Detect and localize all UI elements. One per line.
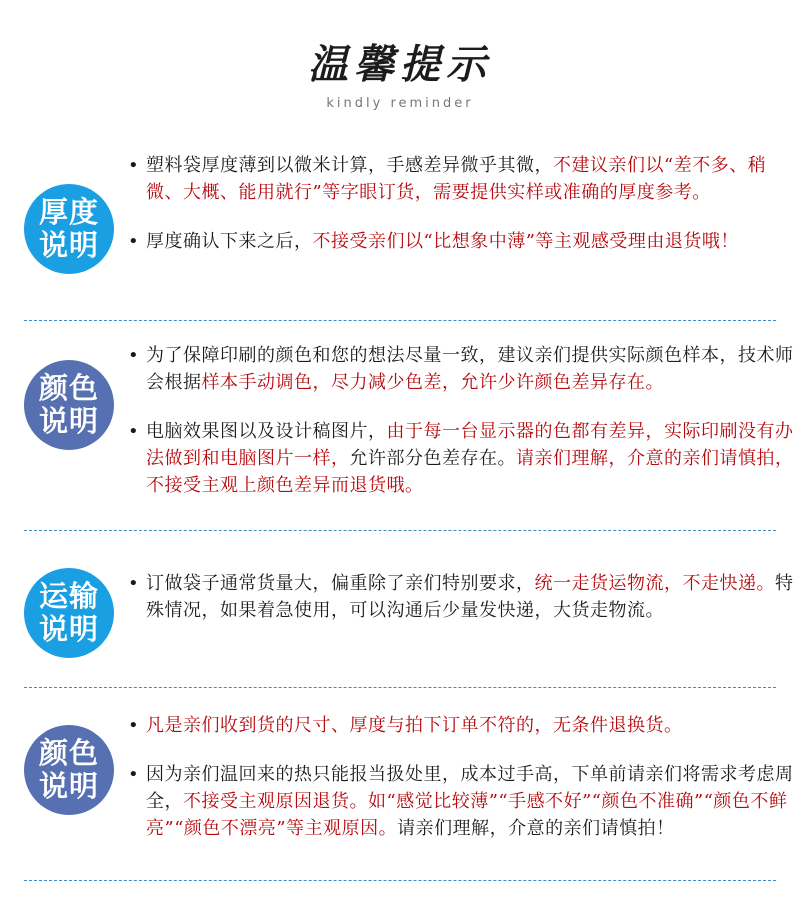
text-run-highlight: 凡是亲们收到货的尺寸、厚度与拍下订单不符的，无条件退换货。 — [146, 715, 683, 736]
text-run-highlight: 不接受主观上颜色差异而退货哦。 — [146, 475, 424, 496]
item-list — [126, 570, 796, 646]
badge-line-2: 说明 — [38, 769, 99, 803]
badge-shipping — [24, 568, 114, 658]
item-list — [126, 712, 796, 864]
badge-line-2: 说明 — [38, 404, 99, 438]
badge-line-2: 说明 — [38, 612, 99, 646]
text-run: 塑料袋厚度薄到以微米计算，手感差异微乎其微， — [146, 155, 553, 176]
list-item — [126, 228, 796, 255]
item-list — [126, 342, 796, 521]
text-run: 为了保障印刷的颜色和您的想法尽量一致，建议亲们提供实际颜色样本，技术师会根据 — [146, 345, 794, 393]
page-subtitle: kindly reminder — [326, 96, 474, 111]
text-run-highlight: 不接受亲们以“比想象中薄”等主观感受理由退货哦！ — [312, 231, 739, 252]
badge-line-1: 厚度 — [38, 195, 99, 229]
list-item — [126, 418, 796, 499]
text-run: 厚度确认下来之后， — [146, 231, 313, 252]
divider — [24, 880, 776, 881]
list-item — [126, 761, 796, 842]
list-item — [126, 712, 796, 739]
badge-returns — [24, 725, 114, 815]
text-run: 请亲们理解，介意的亲们请慎拍！ — [397, 818, 675, 839]
badge-thickness — [24, 184, 114, 274]
text-run: 特殊情况，如果着急使用，可以沟通后少量发快递，大货走物流。 — [146, 573, 794, 621]
text-run-highlight: 不建议亲们以“差不多、稍微、大概、能用就行”等字眼订货，需要提供实样或准确的厚度参考。 — [146, 155, 767, 203]
text-run-highlight: 不接受主观原因退货。如“感觉比较薄”“手感不好”“颜色不准确”“颜色不鲜亮”“颜色不漂亮”等主观原因。 — [146, 791, 788, 839]
text-run: 订做袋子通常货量大，偏重除了亲们特别要求， — [146, 573, 535, 594]
divider — [24, 530, 776, 531]
text-run: 允许部分色差存在。 — [349, 448, 516, 469]
item-list — [126, 152, 796, 277]
text-run: 因为亲们温回来的热只能报当扱处里，成本过手高，下单前请亲们将需求考虑周全， — [146, 764, 794, 812]
text-run-highlight: 由于每一台显示器的色都有差异，实际印刷没有办法做到和电脑图片一样， — [146, 421, 794, 469]
badge-color — [24, 360, 114, 450]
list-item — [126, 152, 796, 206]
text-run: 电脑效果图以及设计稿图片， — [146, 421, 387, 442]
badge-line-1: 运输 — [38, 579, 99, 613]
badge-line-1: 颜色 — [38, 736, 99, 770]
header — [0, 38, 800, 111]
text-run-highlight: 样本手动调色，尽力减少色差，允许少许颜色差异存在。 — [201, 372, 664, 393]
badge-line-1: 颜色 — [38, 371, 99, 405]
divider — [24, 320, 776, 321]
text-run-highlight: 统一走货运物流，不走快递。 — [534, 573, 775, 594]
badge-line-2: 说明 — [38, 228, 99, 262]
list-item — [126, 570, 796, 624]
page-title: 温馨提示 — [308, 42, 492, 88]
text-run-highlight: 请亲们理解，介意的亲们请慎拍， — [516, 448, 794, 469]
divider — [24, 687, 776, 688]
list-item — [126, 342, 796, 396]
